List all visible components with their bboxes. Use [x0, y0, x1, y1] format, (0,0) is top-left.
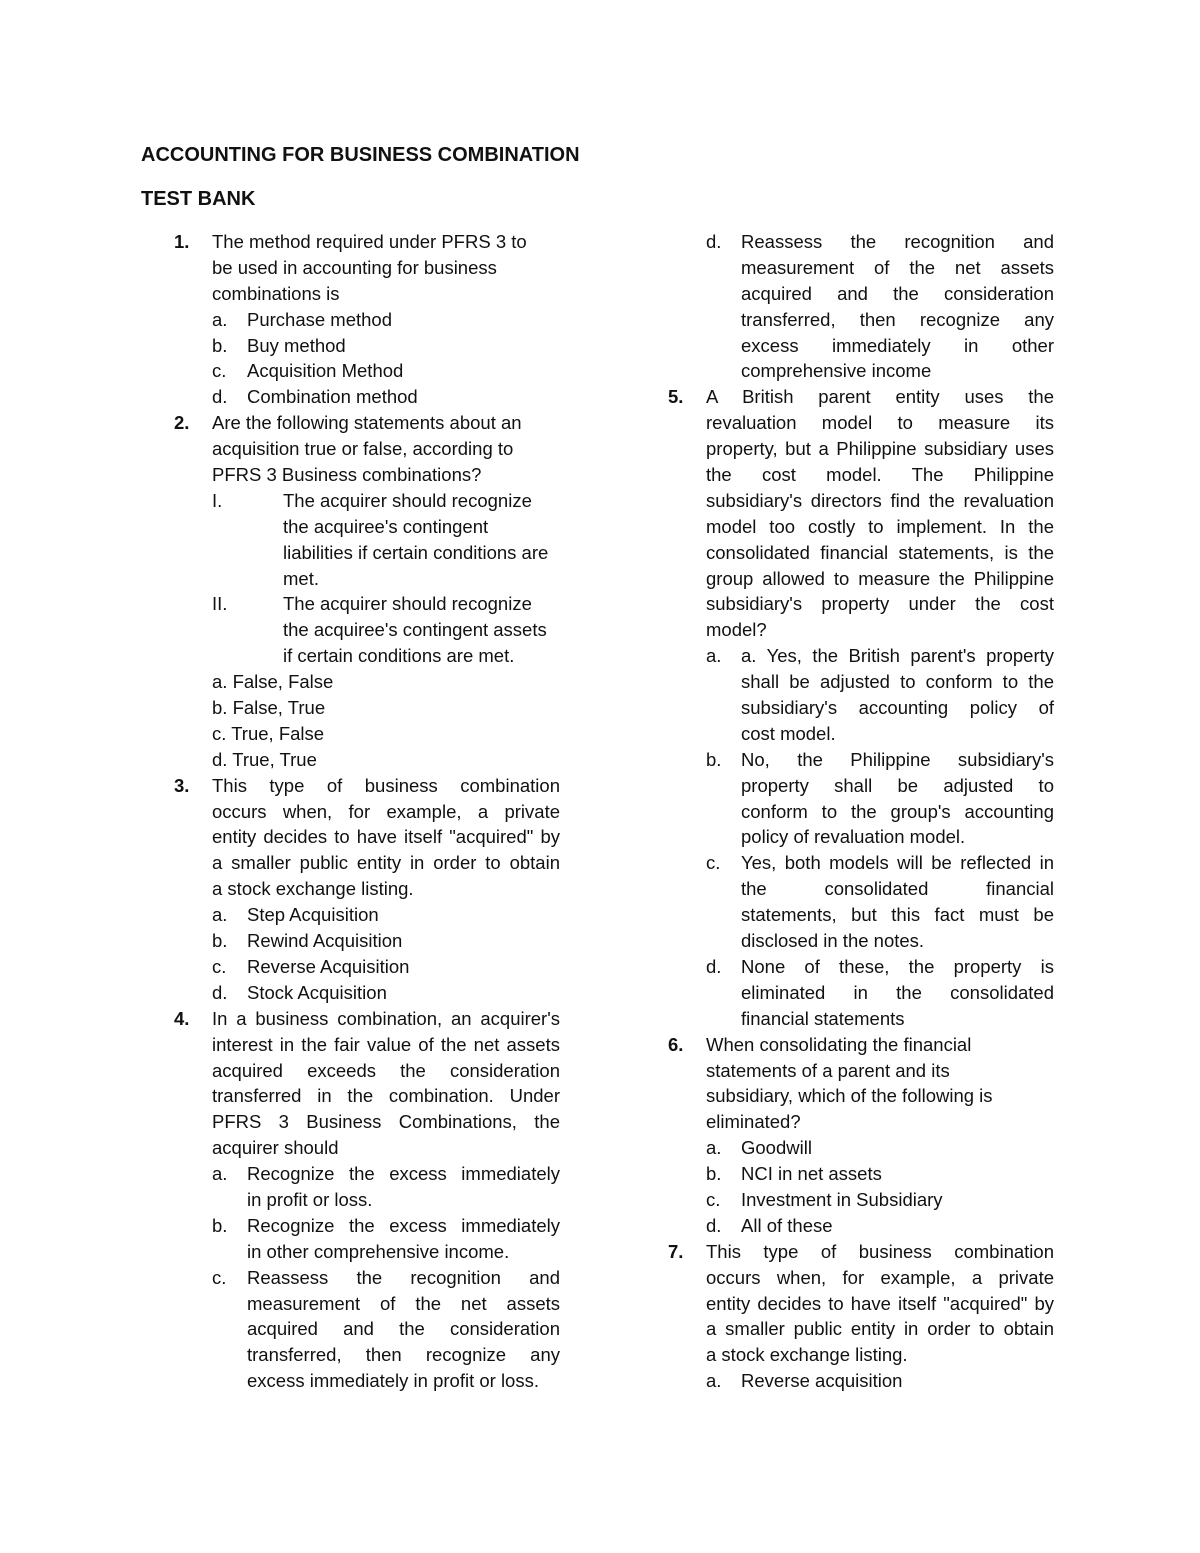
answer-option-text: Goodwill [741, 1137, 812, 1159]
question-4-text: interest in the fair value of the net assets [212, 1033, 560, 1055]
answer-option-line [668, 333, 1054, 359]
answer-option-line [174, 928, 560, 954]
answer-option-text: measurement of the net assets [741, 256, 1054, 278]
question-6-text: When consolidating the financial [706, 1033, 972, 1055]
answer-choice-text: b. False, True [212, 697, 326, 719]
question-1-marker: 1. [174, 231, 190, 252]
question-6-text: statements of a parent and its [706, 1059, 950, 1081]
question-5-line [668, 384, 1054, 410]
question-1-text: The method required under PFRS 3 to [212, 231, 527, 252]
question-7-line [668, 1342, 1054, 1368]
answer-option-marker: c. [706, 852, 721, 874]
answer-option-marker: a. [212, 904, 228, 926]
question-5-line [668, 488, 1054, 514]
answer-option-text: Recognize the excess immediately [247, 1163, 560, 1185]
question-5-text: model too costly to implement. In the [706, 515, 1054, 537]
question-6-line [668, 1083, 1054, 1109]
statement-line [174, 591, 560, 617]
answer-option-marker: d. [706, 955, 722, 977]
answer-option-text: Reverse acquisition [741, 1370, 903, 1392]
answer-option-text: NCI in net assets [741, 1163, 882, 1185]
answer-option-line [668, 1006, 1054, 1032]
answer-choice-line [174, 695, 560, 721]
question-4-line [174, 1006, 560, 1032]
question-6-text: eliminated? [706, 1111, 801, 1133]
answer-option-text: conform to the group's accounting [741, 800, 1054, 822]
question-7-line [668, 1316, 1054, 1342]
answer-option-line [174, 1368, 560, 1394]
answer-option-line [668, 669, 1054, 695]
answer-option-text: transferred, then recognize any [247, 1344, 560, 1366]
statement-text: liabilities if certain conditions are [283, 541, 549, 563]
answer-option-text: Stock Acquisition [247, 981, 387, 1003]
document-subtitle: TEST BANK [141, 188, 256, 210]
answer-option-line [668, 824, 1054, 850]
answer-option-line [668, 721, 1054, 747]
answer-option-marker: c. [706, 1188, 721, 1210]
answer-option-marker: a. [706, 645, 722, 667]
question-6-line [668, 1109, 1054, 1135]
statement-line [174, 643, 560, 669]
question-1-text: be used in accounting for business [212, 256, 497, 278]
question-5-text: revaluation model to measure its [706, 412, 1054, 434]
answer-option-text: None of these, the property is [741, 955, 1054, 977]
answer-option-marker: b. [212, 1214, 228, 1236]
question-1-line [174, 229, 560, 255]
question-3-text: a smaller public entity in order to obtain [212, 852, 560, 874]
answer-option-line [668, 876, 1054, 902]
answer-option-text: excess immediately in profit or loss. [247, 1370, 539, 1392]
question-7-line [668, 1265, 1054, 1291]
answer-option-marker: b. [212, 334, 228, 356]
answer-option-text: acquired and the consideration [247, 1318, 560, 1340]
question-5-text: group allowed to measure the Philippine [706, 567, 1054, 589]
question-3-line [174, 799, 560, 825]
question-3-line [174, 876, 560, 902]
answer-option-line [668, 1161, 1054, 1187]
answer-option-text: Acquisition Method [247, 360, 404, 382]
answer-option-line [668, 928, 1054, 954]
question-5-text: consolidated financial statements, is the [706, 541, 1054, 563]
answer-option-text: Reassess the recognition and [741, 231, 1054, 252]
answer-option-line [174, 954, 560, 980]
answer-option-line [668, 307, 1054, 333]
question-7-line [668, 1239, 1054, 1265]
answer-choice-text: a. False, False [212, 671, 334, 693]
question-3-line [174, 824, 560, 850]
question-7-text: This type of business combination [706, 1240, 1054, 1262]
question-3-text: a stock exchange listing. [212, 878, 414, 900]
answer-option-text: in profit or loss. [247, 1188, 373, 1210]
answer-option-text: a. Yes, the British parent's property [741, 645, 1054, 667]
answer-option-text: Reverse Acquisition [247, 955, 410, 977]
answer-option-marker: a. [706, 1370, 722, 1392]
answer-option-line [174, 1316, 560, 1342]
question-4-marker: 4. [174, 1007, 190, 1029]
answer-option-text: Buy method [247, 334, 346, 356]
answer-option-text: the consolidated financial [741, 878, 1054, 900]
answer-option-text: All of these [741, 1214, 833, 1236]
question-4-text: PFRS 3 Business Combinations, the [212, 1111, 560, 1133]
question-5-text: property, but a Philippine subsidiary uses [706, 438, 1054, 460]
question-1-line [174, 281, 560, 307]
question-4-line [174, 1135, 560, 1161]
statement-line [174, 617, 560, 643]
question-5-text: subsidiary's property under the cost [706, 593, 1054, 615]
answer-option-text: disclosed in the notes. [741, 930, 925, 952]
question-5-text: subsidiary's directors find the revaluation [706, 489, 1054, 511]
answer-option-line [174, 307, 560, 333]
question-4-text: acquired exceeds the consideration [212, 1059, 560, 1081]
answer-option-text: No, the Philippine subsidiary's [741, 748, 1054, 770]
answer-option-text: eliminated in the consolidated [741, 981, 1054, 1003]
statement-line [174, 488, 560, 514]
answer-option-line [668, 954, 1054, 980]
statement-line [174, 566, 560, 592]
answer-option-text: cost model. [741, 722, 836, 744]
statement-marker: II. [212, 593, 228, 615]
answer-option-line [668, 1213, 1054, 1239]
question-5-line [668, 462, 1054, 488]
question-2-line [174, 436, 560, 462]
question-5-line [668, 514, 1054, 540]
question-4-text: acquirer should [212, 1137, 339, 1159]
answer-option-text: statements, but this fact must be [741, 904, 1054, 926]
answer-option-text: Yes, both models will be reflected in [741, 852, 1054, 874]
question-3-text: This type of business combination [212, 774, 560, 796]
question-7-text: a smaller public entity in order to obtain [706, 1318, 1054, 1340]
statement-text: The acquirer should recognize [283, 489, 532, 511]
answer-option-line [668, 1187, 1054, 1213]
answer-option-line [174, 902, 560, 928]
question-6-line [668, 1032, 1054, 1058]
statement-marker: I. [212, 489, 223, 511]
answer-option-line [668, 255, 1054, 281]
answer-choice-text: d. True, True [212, 748, 317, 770]
statement-text: the acquiree's contingent assets [283, 619, 547, 641]
answer-choice-line [174, 721, 560, 747]
answer-option-text: shall be adjusted to conform to the [741, 671, 1054, 693]
question-5-marker: 5. [668, 386, 684, 408]
answer-option-line [174, 1291, 560, 1317]
answer-option-line [668, 281, 1054, 307]
answer-option-line [668, 799, 1054, 825]
question-6-marker: 6. [668, 1033, 684, 1055]
answer-option-text: Investment in Subsidiary [741, 1188, 943, 1210]
question-4-line [174, 1032, 560, 1058]
question-2-text: acquisition true or false, according to [212, 438, 514, 460]
answer-choice-line [174, 669, 560, 695]
question-7-text: entity decides to have itself "acquired" by [706, 1292, 1054, 1314]
answer-option-line [174, 1342, 560, 1368]
question-3-marker: 3. [174, 774, 190, 796]
question-2-marker: 2. [174, 412, 190, 434]
question-3-text: occurs when, for example, a private [212, 800, 560, 822]
question-2-text: PFRS 3 Business combinations? [212, 464, 482, 486]
answer-option-line [174, 980, 560, 1006]
question-3-text: entity decides to have itself "acquired" by [212, 826, 560, 848]
answer-choice-text: c. True, False [212, 722, 325, 744]
answer-option-marker: d. [706, 1214, 722, 1236]
answer-option-line [668, 850, 1054, 876]
answer-option-line [668, 747, 1054, 773]
answer-option-line [174, 1239, 560, 1265]
answer-option-text: Recognize the excess immediately [247, 1214, 560, 1236]
document-title: ACCOUNTING FOR BUSINESS COMBINATION [141, 144, 580, 166]
answer-option-text: transferred, then recognize any [741, 308, 1054, 330]
answer-option-line [668, 980, 1054, 1006]
question-5-line [668, 410, 1054, 436]
answer-option-text: comprehensive income [741, 360, 932, 382]
question-5-text: the cost model. The Philippine [706, 464, 1054, 486]
question-3-line [174, 773, 560, 799]
statement-text: met. [283, 567, 319, 589]
left-column [174, 229, 560, 1394]
question-7-text: a stock exchange listing. [706, 1344, 908, 1366]
answer-option-text: financial statements [741, 1007, 905, 1029]
answer-option-marker: c. [212, 360, 227, 382]
question-4-text: transferred in the combination. Under [212, 1085, 560, 1107]
answer-option-text: property shall be adjusted to [741, 774, 1054, 796]
answer-option-line [668, 902, 1054, 928]
question-6-line [668, 1058, 1054, 1084]
answer-option-line [668, 773, 1054, 799]
answer-option-line [174, 384, 560, 410]
statement-text: The acquirer should recognize [283, 593, 532, 615]
question-1-text: combinations is [212, 282, 340, 304]
question-2-text: Are the following statements about an [212, 412, 522, 434]
question-1-line [174, 255, 560, 281]
statement-line [174, 514, 560, 540]
question-5-line [668, 591, 1054, 617]
answer-option-line [668, 358, 1054, 384]
question-5-line [668, 617, 1054, 643]
question-2-line [174, 410, 560, 436]
answer-option-marker: a. [212, 1163, 228, 1185]
answer-option-line [668, 695, 1054, 721]
answer-option-marker: d. [706, 231, 722, 252]
answer-option-text: Rewind Acquisition [247, 930, 403, 952]
answer-option-line [668, 1368, 1054, 1394]
question-4-line [174, 1109, 560, 1135]
question-5-line [668, 436, 1054, 462]
answer-option-line [668, 229, 1054, 255]
answer-option-text: Combination method [247, 386, 418, 408]
answer-option-text: acquired and the consideration [741, 282, 1054, 304]
answer-option-marker: d. [212, 386, 228, 408]
question-7-text: occurs when, for example, a private [706, 1266, 1054, 1288]
answer-option-text: measurement of the net assets [247, 1292, 560, 1314]
question-4-text: In a business combination, an acquirer's [212, 1007, 560, 1029]
question-5-text: A British parent entity uses the [706, 386, 1054, 408]
answer-option-line [174, 1161, 560, 1187]
question-6-text: subsidiary, which of the following is [706, 1085, 993, 1107]
answer-option-line [174, 1265, 560, 1291]
answer-option-marker: b. [706, 1163, 722, 1185]
answer-option-text: policy of revaluation model. [741, 826, 966, 848]
question-5-text: model? [706, 619, 767, 641]
answer-option-marker: d. [212, 981, 228, 1003]
question-5-line [668, 566, 1054, 592]
answer-option-line [174, 1187, 560, 1213]
answer-option-text: Purchase method [247, 308, 393, 330]
answer-option-text: Step Acquisition [247, 904, 379, 926]
answer-option-line [174, 333, 560, 359]
right-column [668, 229, 1054, 1394]
question-4-line [174, 1083, 560, 1109]
answer-option-line [668, 643, 1054, 669]
answer-option-marker: a. [212, 308, 228, 330]
question-7-marker: 7. [668, 1240, 684, 1262]
answer-option-text: in other comprehensive income. [247, 1240, 510, 1262]
answer-option-marker: b. [706, 748, 722, 770]
answer-option-text: subsidiary's accounting policy of [741, 697, 1054, 719]
statement-text: if certain conditions are met. [283, 645, 515, 667]
answer-option-text: excess immediately in other [741, 334, 1054, 356]
answer-option-line [174, 1213, 560, 1239]
answer-option-line [174, 358, 560, 384]
statement-text: the acquiree's contingent [283, 515, 489, 537]
answer-option-marker: c. [212, 1266, 227, 1288]
question-5-line [668, 540, 1054, 566]
question-4-line [174, 1058, 560, 1084]
statement-line [174, 540, 560, 566]
answer-choice-line [174, 747, 560, 773]
answer-option-marker: b. [212, 930, 228, 952]
answer-option-line [668, 1135, 1054, 1161]
question-7-line [668, 1291, 1054, 1317]
answer-option-marker: a. [706, 1137, 722, 1159]
answer-option-text: Reassess the recognition and [247, 1266, 560, 1288]
question-2-line [174, 462, 560, 488]
question-3-line [174, 850, 560, 876]
answer-option-marker: c. [212, 955, 227, 977]
